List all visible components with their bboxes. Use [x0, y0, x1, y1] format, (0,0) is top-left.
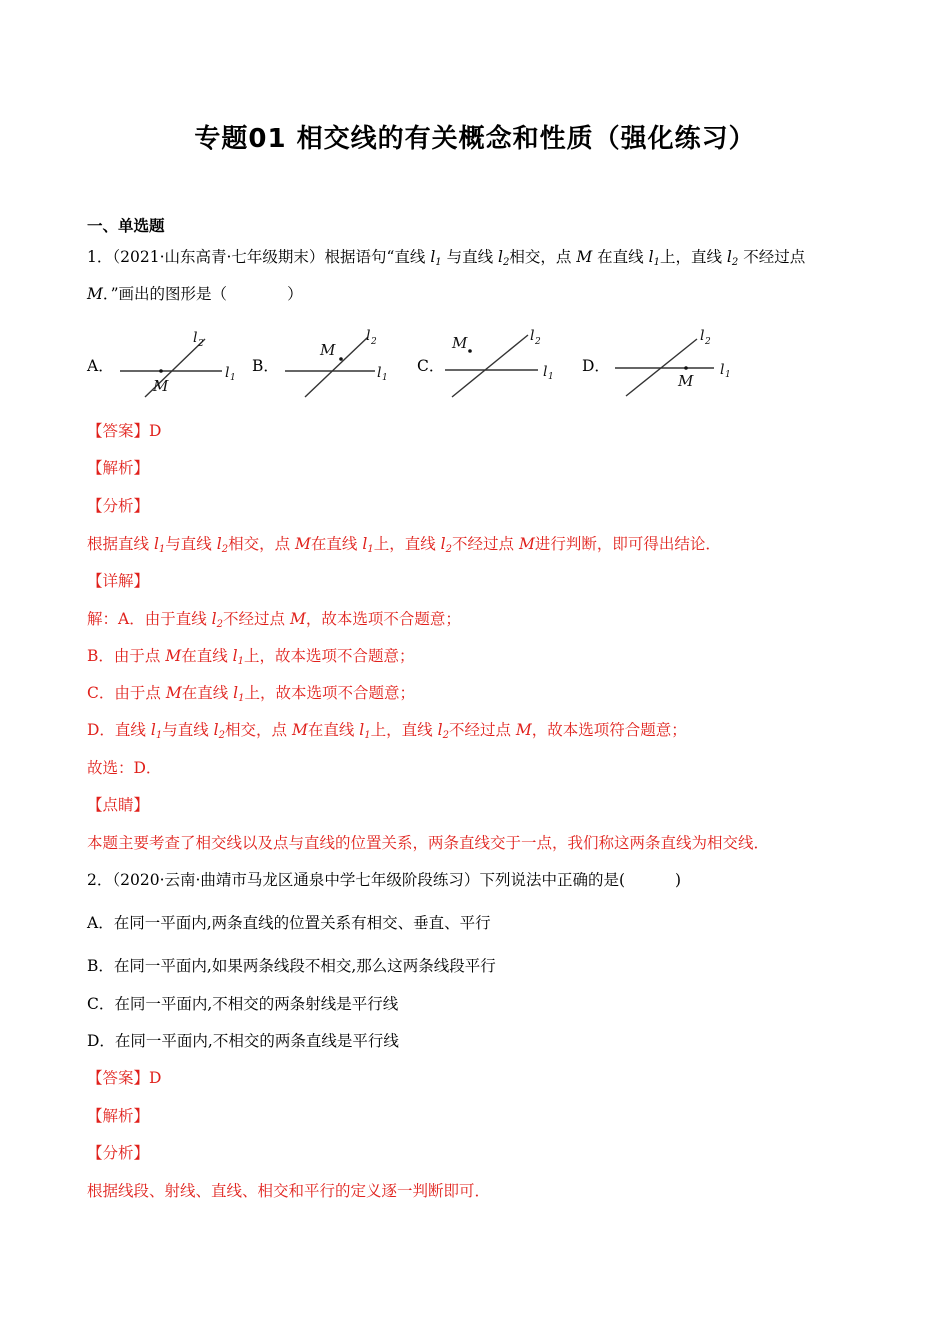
- q1-dianjing-tag: 【点睛】: [87, 796, 150, 814]
- q1-jiexi-tag: 【解析】: [87, 459, 150, 477]
- q1-fenxi-tag: 【分析】: [87, 497, 150, 515]
- svg-text:l: l: [193, 330, 198, 346]
- q2-option-a: A．在同一平面内,两条直线的位置关系有相交、垂直、平行: [87, 914, 491, 932]
- svg-text:2: 2: [198, 339, 204, 349]
- q1-detail-d: D．直线 $l_1$与直线 $l_2$相交，点 M在直线 $l_1$上，直线 $l_2$不经过点 M，故本选项符合题意；: [87, 721, 687, 741]
- point-m: [468, 349, 472, 353]
- svg-text:M: M: [153, 377, 169, 395]
- svg-text:1: 1: [548, 372, 554, 382]
- q1-answer: 【答案】D: [87, 422, 162, 440]
- line-l2: [305, 337, 368, 397]
- q2-stem: 2．（2020·云南·曲靖市马龙区通泉中学七年级阶段练习）下列说法中正确的是( ): [87, 871, 682, 889]
- q2-answer: 【答案】D: [87, 1069, 162, 1087]
- svg-text:1: 1: [230, 373, 236, 383]
- svg-text:2: 2: [705, 337, 711, 347]
- q1-option-c-label: C．: [417, 357, 445, 375]
- q1-xiangjie-tag: 【详解】: [87, 572, 150, 590]
- q1-option-a-label: A．: [87, 357, 114, 375]
- point-m: [159, 369, 163, 373]
- svg-text:l: l: [720, 362, 725, 378]
- q2-option-c: C．在同一平面内,不相交的两条射线是平行线: [87, 995, 399, 1013]
- q1-figure-a: [115, 325, 245, 400]
- q1-dianjing-text: 本题主要考查了相交线以及点与直线的位置关系，两条直线交于一点，我们称这两条直线为相交线．: [87, 834, 770, 852]
- q2-option-d: D．在同一平面内,不相交的两条直线是平行线: [87, 1032, 399, 1050]
- q1-conclusion: 故选：D．: [87, 759, 162, 777]
- q1-figure-c: [440, 325, 565, 400]
- svg-text:2: 2: [371, 337, 377, 347]
- q1-detail-a: 解：A．由于直线 $l_2$不经过点 M，故本选项不合题意；: [87, 610, 461, 630]
- q2-jiexi-tag: 【解析】: [87, 1107, 150, 1125]
- q2-option-b: B．在同一平面内,如果两条线段不相交,那么这两条线段平行: [87, 957, 496, 975]
- svg-text:M: M: [320, 341, 336, 359]
- page-title: 专题01 相交线的有关概念和性质（强化练习）: [194, 124, 756, 154]
- svg-text:1: 1: [382, 373, 388, 383]
- svg-text:l: l: [543, 364, 548, 380]
- section-heading: 一、单选题: [87, 217, 165, 235]
- svg-text:M: M: [452, 334, 468, 352]
- q1-option-b-label: B．: [252, 357, 279, 375]
- svg-text:2: 2: [535, 337, 541, 347]
- svg-text:l: l: [377, 365, 382, 381]
- q1-stem-line1: 1．（2021·山东高青·七年级期末）根据语句“直线 $l_1$ 与直线 $l_2$相交，点 M 在直线 $l_1$上，直线 $l_2$ 不经过点: [87, 248, 806, 268]
- q1-figure-d: [612, 325, 742, 400]
- q2-fenxi-tag: 【分析】: [87, 1144, 150, 1162]
- point-m: [339, 357, 343, 361]
- svg-text:l: l: [530, 328, 535, 344]
- svg-text:l: l: [225, 365, 230, 381]
- svg-text:l: l: [700, 328, 705, 344]
- q1-option-d-label: D．: [582, 357, 610, 375]
- point-m: [684, 366, 688, 370]
- q1-figure-b: [280, 325, 395, 400]
- q1-stem-line2: M．”画出的图形是（ ）: [87, 285, 303, 303]
- q2-fenxi-text: 根据线段、射线、直线、相交和平行的定义逐一判断即可．: [87, 1182, 491, 1200]
- q1-detail-b: B．由于点 M在直线 $l_1$上，故本选项不合题意；: [87, 647, 415, 667]
- svg-text:l: l: [366, 328, 371, 344]
- svg-text:1: 1: [725, 370, 731, 380]
- q1-detail-c: C．由于点 M在直线 $l_1$上，故本选项不合题意；: [87, 684, 415, 704]
- svg-text:M: M: [678, 372, 694, 390]
- q1-fenxi-text: 根据直线 $l_1$与直线 $l_2$相交，点 M在直线 $l_1$上，直线 $l_2$不经过点 M进行判断，即可得出结论．: [87, 535, 721, 555]
